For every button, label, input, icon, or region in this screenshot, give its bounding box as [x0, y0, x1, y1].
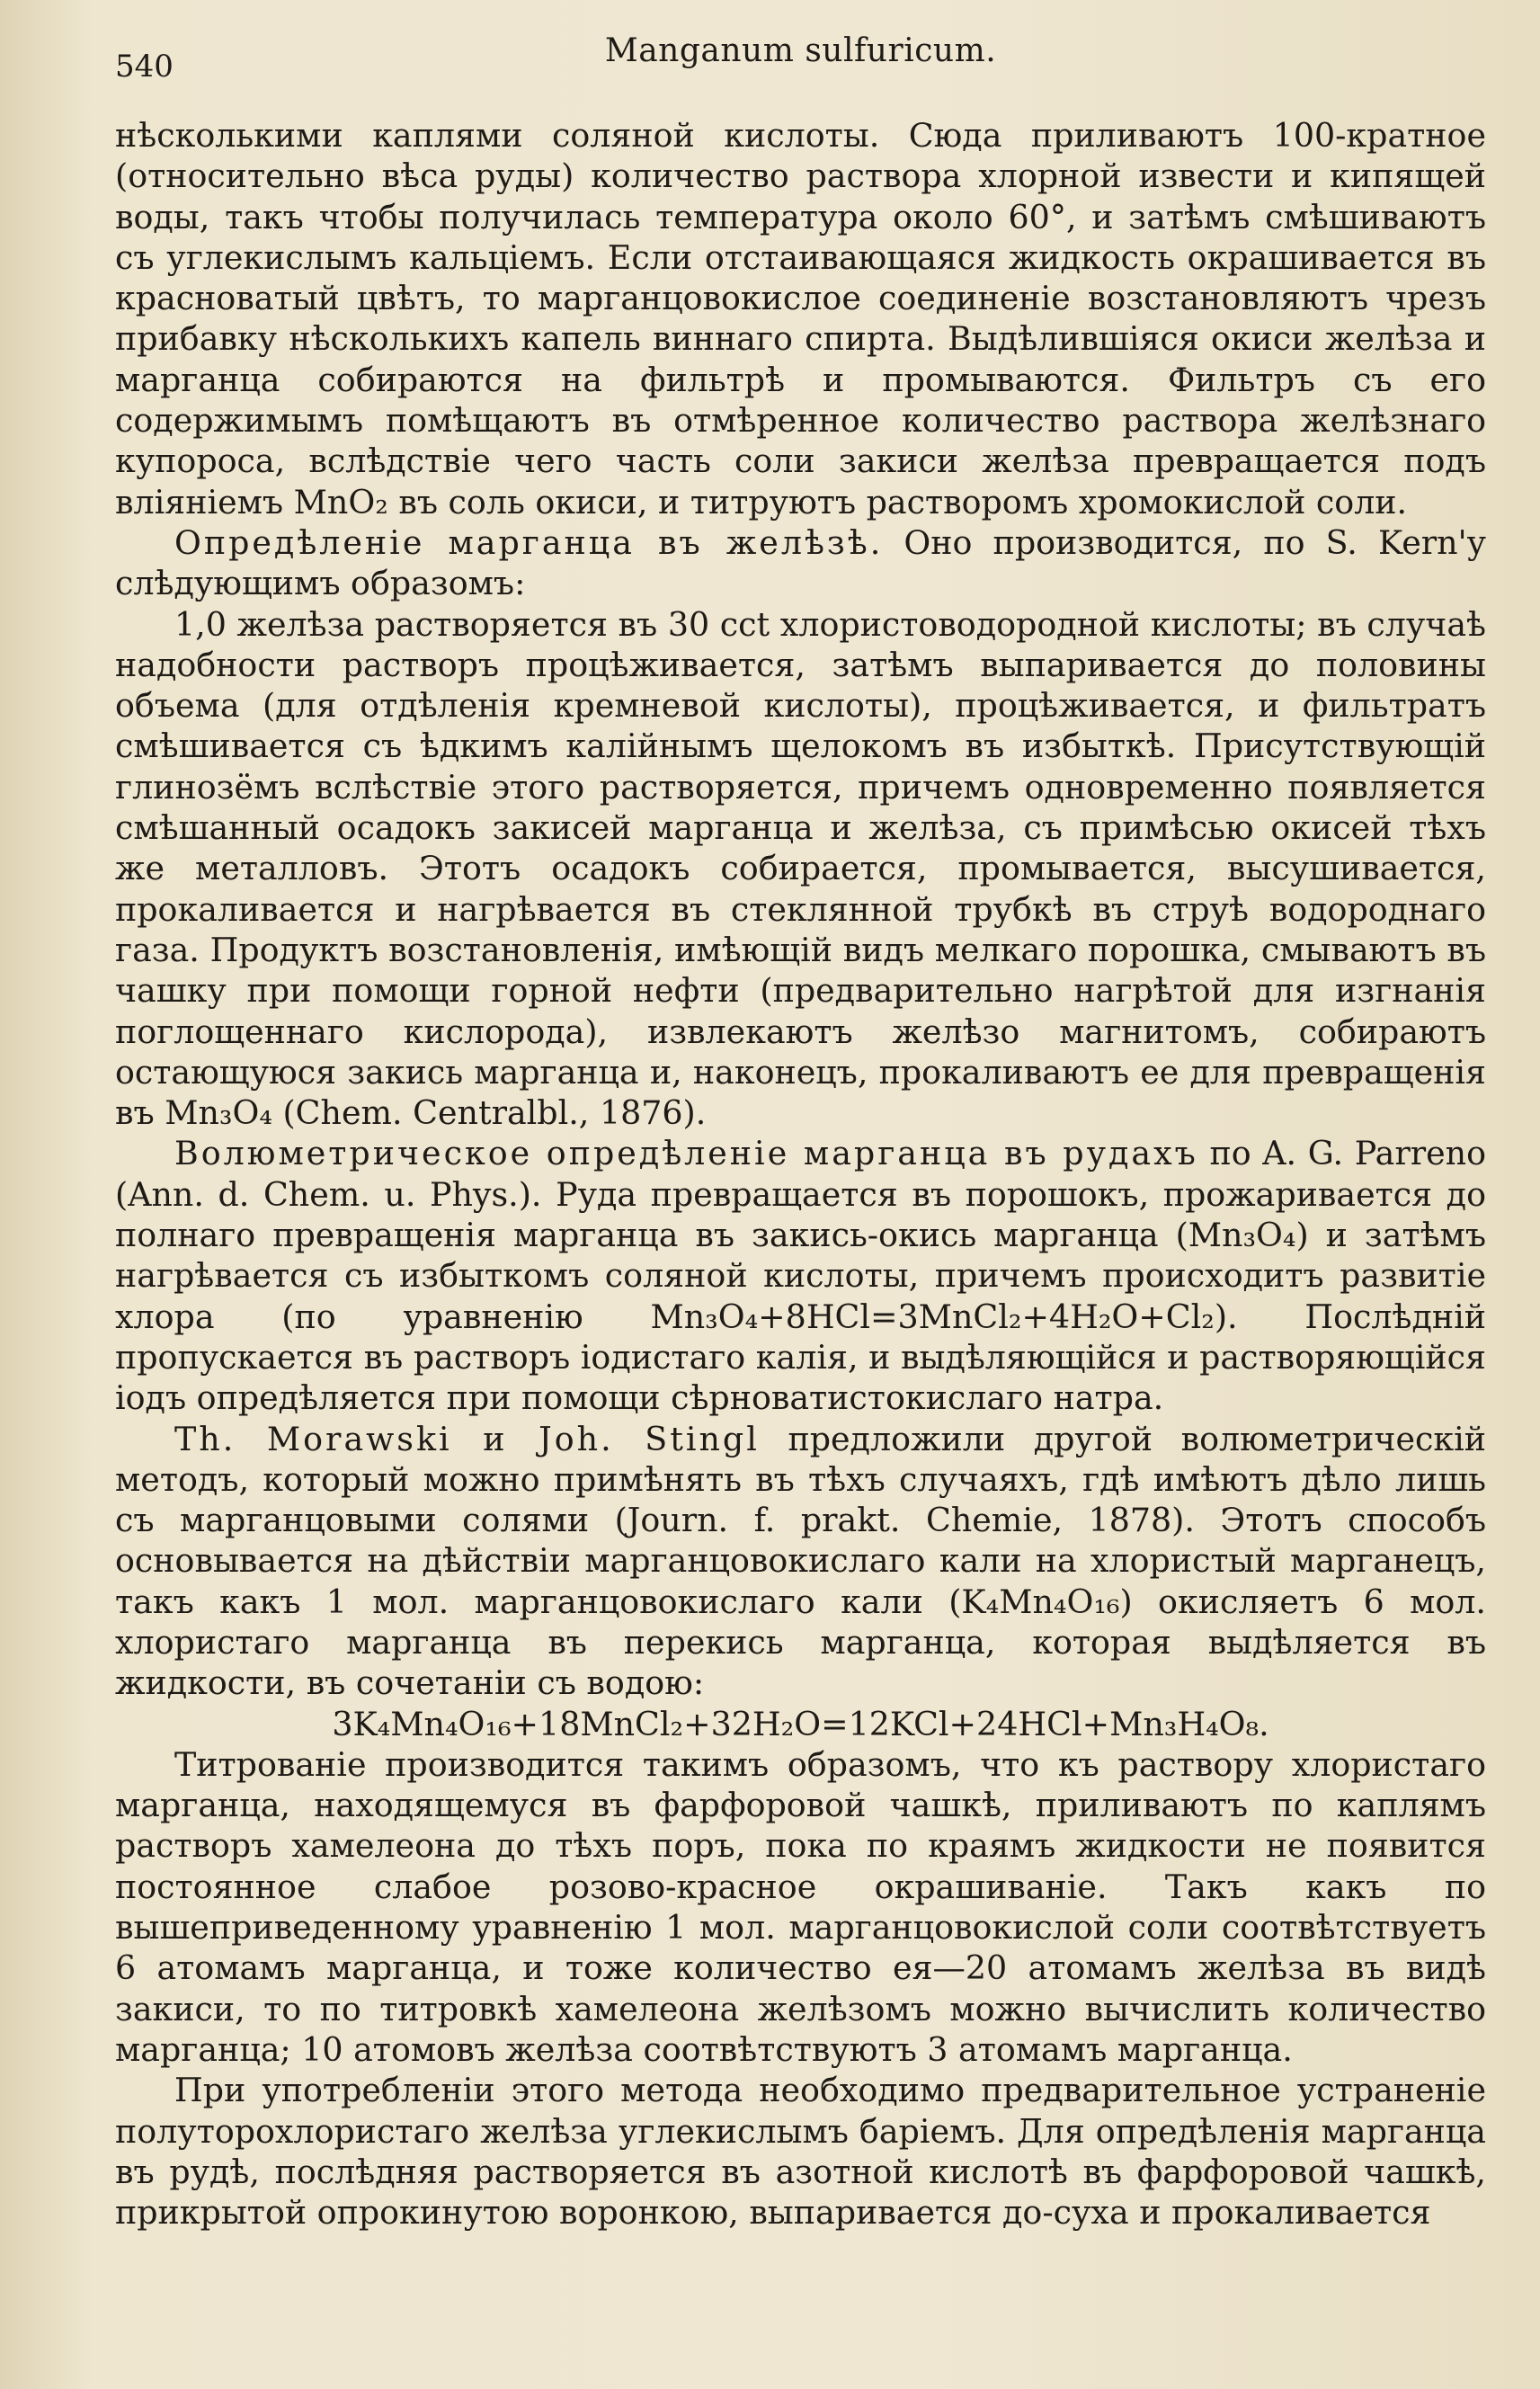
section-heading-volumetric: Волюметрическое опредѣленіе марганца въ рудахъ [174, 1134, 1198, 1173]
section-heading-authors: Th. Morawski и Joh. Stingl [174, 1419, 760, 1458]
running-title: Manganum sulfuricum. [604, 32, 997, 69]
chemical-equation: 3K₄Mn₄O₁₆+18MnCl₂+32H₂O=12KCl+24HCl+Mn₃H₄O₈. [332, 1704, 1269, 1743]
paragraph-3: 1,0 желѣза растворяется въ 30 cct хлористоводородной кислоты; въ случаѣ надобности растворъ процѣживается, затѣмъ выпаривается до половины объема (для отдѣленія кремневой кислоты), процѣживается, и фильтратъ смѣшивается съ ѣдкимъ калійнымъ щелокомъ въ избыткѣ. Присутствующій глинозёмъ вслѣствіе этого растворяется, причемъ одновременно появляется смѣшанный осадокъ закисей марганца и желѣза, съ примѣсью окисей тѣхъ же металловъ. Этотъ осадокъ собирается, промывается, высушивается, прокаливается и нагрѣвается въ стеклянной трубкѣ въ струѣ водороднаго газа. Продуктъ возстановленія, имѣющій видъ мелкаго порошка, смываютъ въ чашку при помощи горной нефти (предварительно нагрѣтой для изгнанія поглощеннаго кислорода), извлекаютъ желѣзо магнитомъ, собираютъ остающуюся закись марганца и, наконецъ, прокаливаютъ ее для превращенія въ Mn₃O₄ (Chem. Centralbl., 1876). [115, 604, 1486, 1133]
paragraph-4 [115, 1133, 1486, 1418]
page-number: 540 [115, 49, 174, 85]
paragraph-5-text: предложили другой волюметрическій методъ, который можно примѣнять въ тѣхъ случаяхъ, гдѣ имѣютъ дѣло лишь съ марганцовыми солями (Journ. f. prakt. Chemie, 1878). Этотъ способъ основывается на дѣйствіи марганцовокислаго кали на хлористый марганецъ, такъ какъ 1 мол. марганцовокислаго кали (K₄Mn₄O₁₆) окисляетъ 6 мол. хлористаго марганца въ перекись марганца, которая выдѣляется въ жидкости, въ сочетаніи съ водою: [115, 1419, 1486, 1703]
page-body [115, 115, 1486, 2233]
paragraph-5 [115, 1419, 1486, 1704]
paragraph-2 [115, 522, 1486, 604]
paragraph-2-text: Оно производится, по S. Kern'у слѣдующимъ образомъ: [115, 522, 1486, 603]
page-header [115, 25, 1486, 85]
paragraph-7: При употребленіи этого метода необходимо предварительное устраненіе полуторохлористаго желѣза углекислымъ баріемъ. Для опредѣленія марганца въ рудѣ, послѣдняя растворяется въ азотной кислотѣ въ фарфоровой чашкѣ, прикрытой опрокинутою воронкою, выпаривается до-суха и прокаливается [115, 2071, 1486, 2233]
section-heading-iron: Опредѣленіе марганца въ желѣзѣ. [174, 522, 884, 562]
paragraph-6: Титрованіе производится такимъ образомъ, что къ раствору хлористаго марганца, находящемуся въ фарфоровой чашкѣ, приливаютъ по каплямъ растворъ хамелеона до тѣхъ поръ, пока по краямъ жидкости не появится постоянное слабое розово-красное окрашиваніе. Такъ какъ по вышеприведенному уравненію 1 мол. марганцовокислой соли соотвѣтствуетъ 6 атомамъ марганца, и тоже количество ея—20 атомамъ желѣза въ видѣ закиси, то по титровкѣ хамелеона желѣзомъ можно вычислить количество марганца; 10 атомовъ желѣза соотвѣтствуютъ 3 атомамъ марганца. [115, 1744, 1486, 2069]
paragraph-4-text: по A. G. Parreno (Ann. d. Chem. u. Phys.). Руда превращается въ порошокъ, прожаривается до полнаго превращенія марганца въ закись-окись марганца (Mn₃O₄) и затѣмъ нагрѣвается съ избыткомъ соляной кислоты, причемъ происходитъ развитіе хлора (по уравненію Mn₃O₄+8HCl=3MnCl₂+4H₂O+Cl₂). Послѣдній пропускается въ растворъ іодистаго калія, и выдѣляющійся и растворяющійся іодъ опредѣляется при помощи сѣрноватистокислаго натра. [115, 1134, 1486, 1418]
paragraph-1: нѣсколькими каплями соляной кислоты. Сюда приливаютъ 100-кратное (относительно вѣса руды) количество раствора хлорной извести и кипящей воды, такъ чтобы получилась температура около 60°, и затѣмъ смѣшиваютъ съ углекислымъ кальціемъ. Если отстаивающаяся жидкость окрашивается въ красноватый цвѣтъ, то марганцовокислое соединеніе возстановляютъ чрезъ прибавку нѣсколькихъ капель виннаго спирта. Выдѣлившіяся окиси желѣза и марганца собираются на фильтрѣ и промываются. Фильтръ съ его содержимымъ помѣщаютъ въ отмѣренное количество раствора желѣзнаго купороса, вслѣдствіе чего часть соли закиси желѣза превращается подъ вліяніемъ MnO₂ въ соль окиси, и титруютъ растворомъ хромокислой соли. [115, 116, 1486, 521]
